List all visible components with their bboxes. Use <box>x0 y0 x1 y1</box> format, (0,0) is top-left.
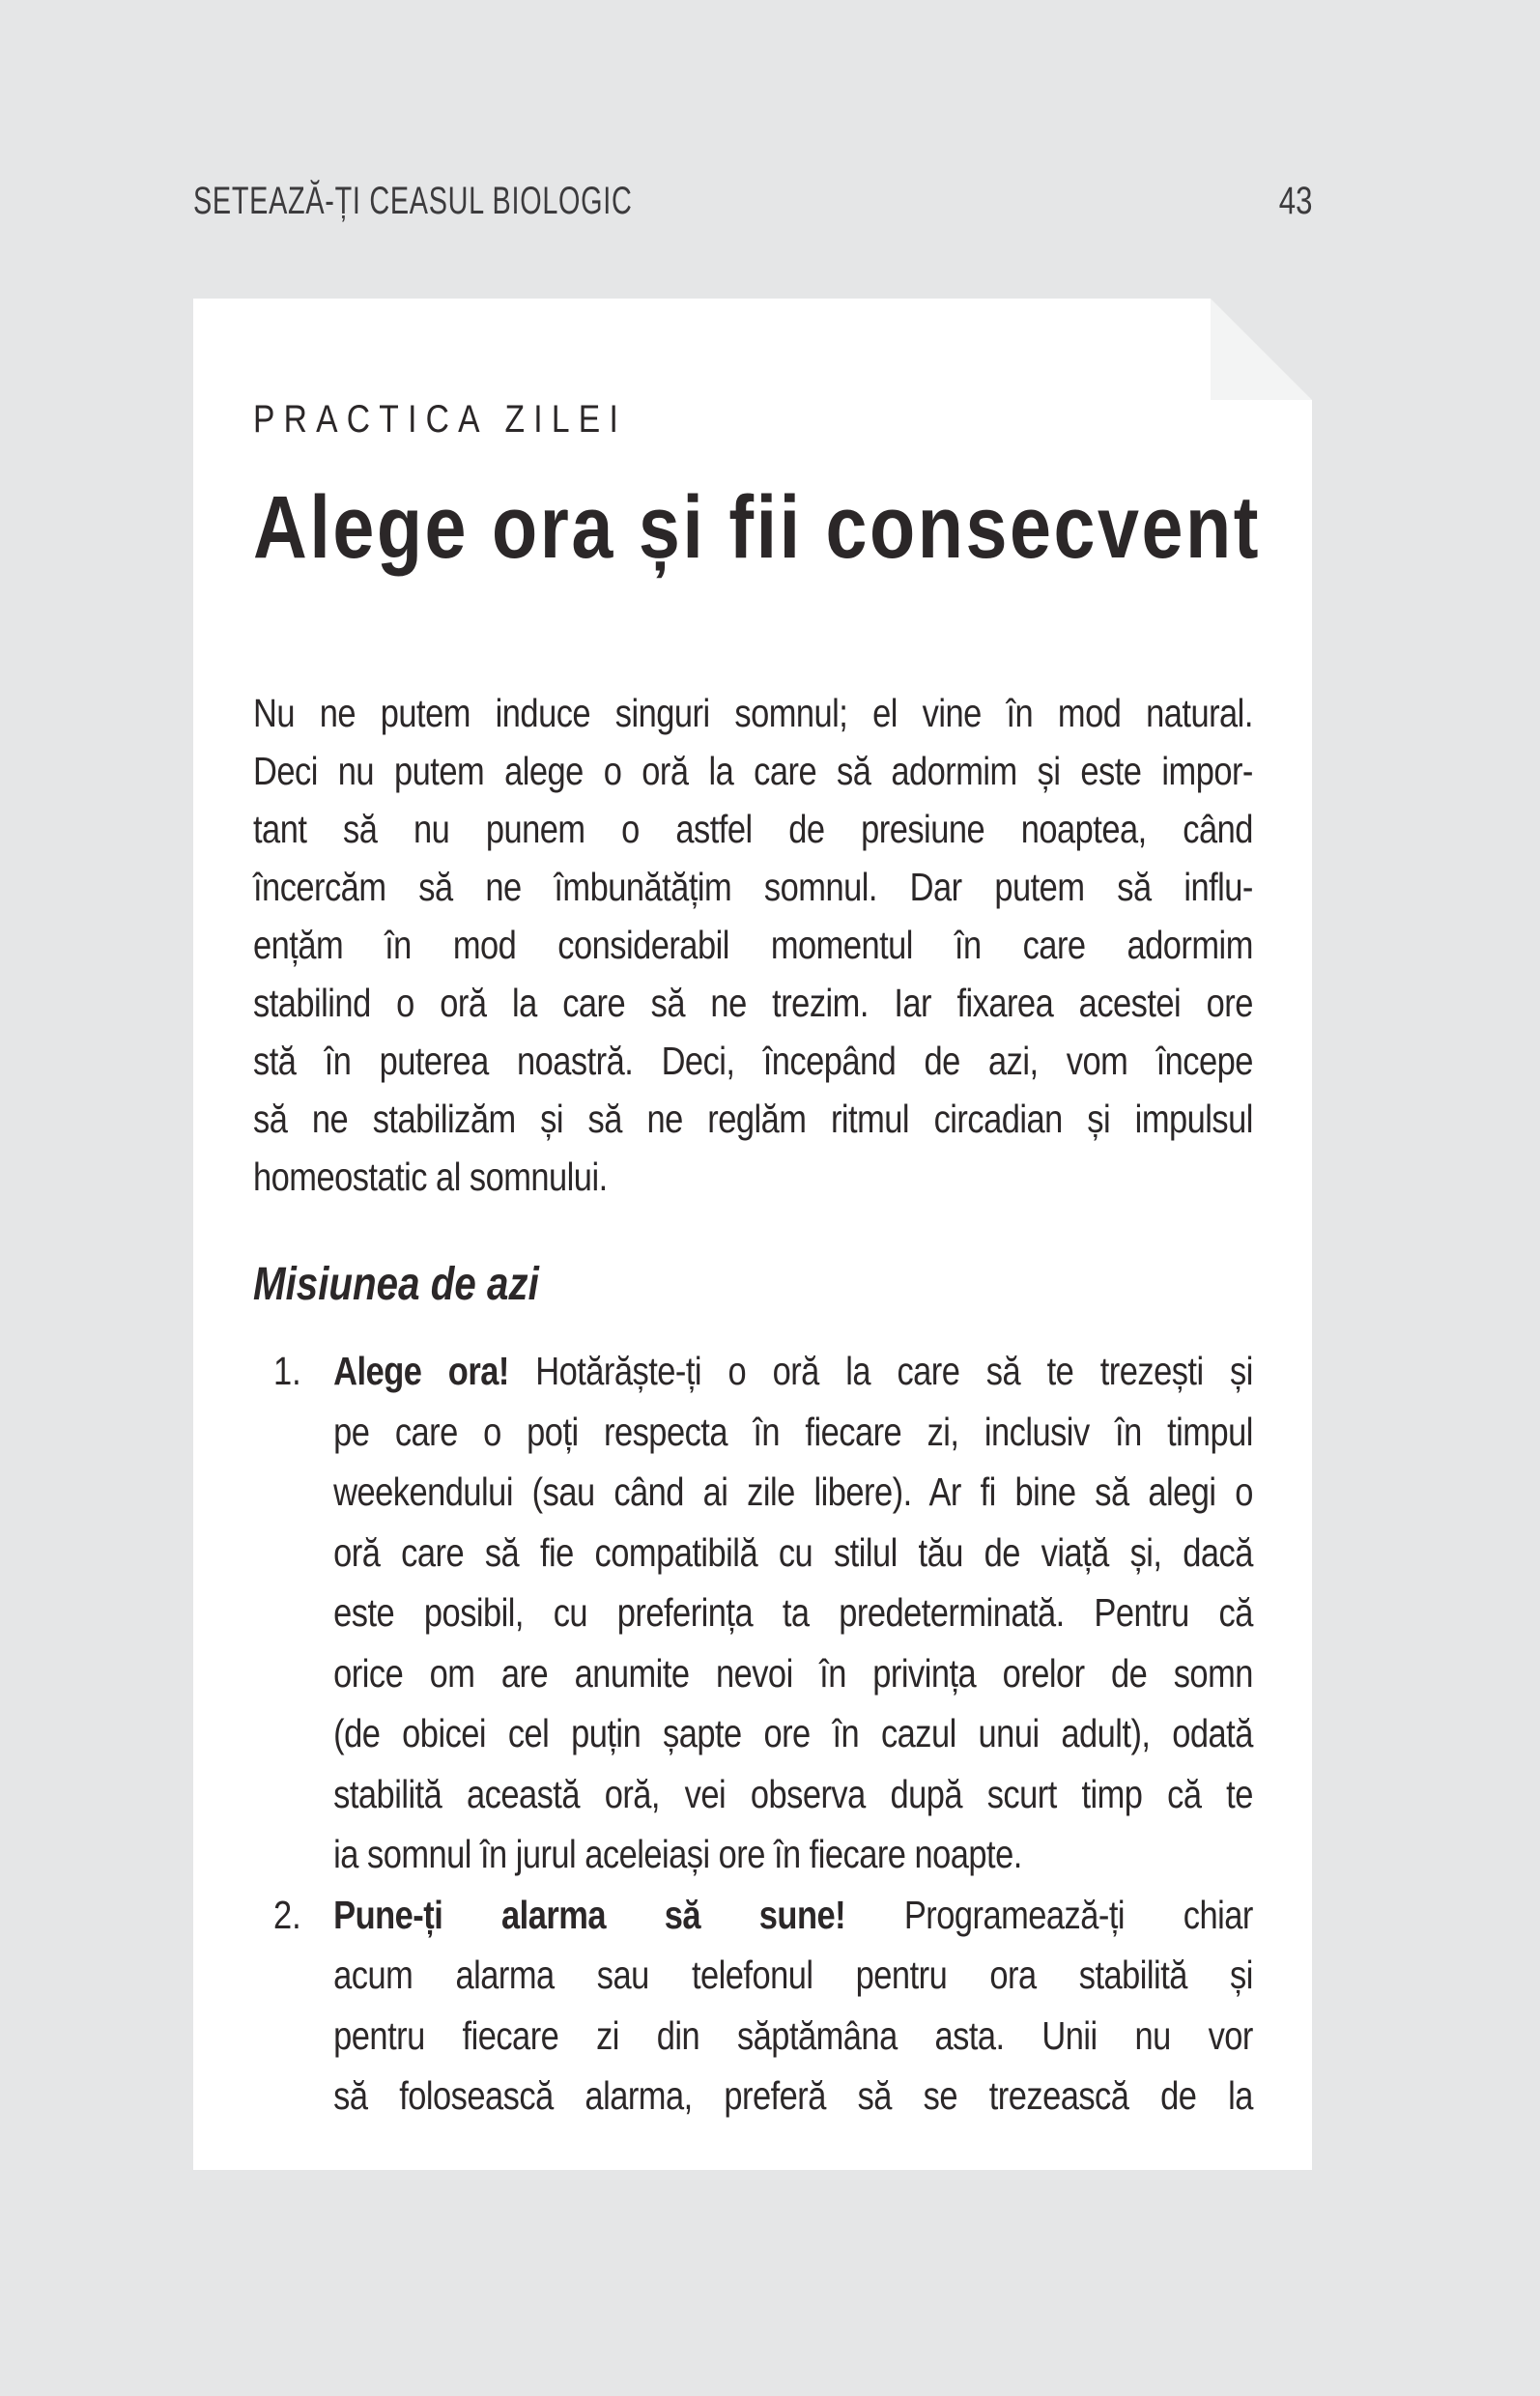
text-line: homeostatic al somnului. <box>253 1155 608 1199</box>
mission-list <box>253 1341 1253 2126</box>
text-line: tant să nu punem o astfel de presiune noaptea, când <box>253 807 1253 851</box>
text-line: să folosească alarma, preferă să se trezească de la <box>333 2073 1253 2118</box>
running-header <box>193 180 1312 223</box>
text-line: ențăm în mod considerabil momentul în care adormim <box>253 923 1253 967</box>
list-item-number: 1. <box>273 1349 301 1393</box>
text-line: acum alarma sau telefonul pentru ora stabilită și <box>333 1953 1253 1997</box>
text-line: stă în puterea noastră. Deci, începând de azi, vom începe <box>253 1039 1253 1083</box>
text-line: Pune-ți alarma să sune! Programează-ți chiar <box>333 1892 1253 1937</box>
text-line: oră care să fie compatibilă cu stilul tău de viață și, dacă <box>333 1529 1253 1575</box>
running-header-title: SETEAZĂ-ȚI CEASUL BIOLOGIC <box>193 180 633 222</box>
page-number: 43 <box>1278 180 1312 222</box>
text-line: weekendului (sau când ai zile libere). Ar fi bine să alegi o <box>333 1469 1253 1514</box>
text-line: Deci nu putem alege o oră la care să adormim și este impor- <box>253 749 1253 793</box>
text-line: încercăm să ne îmbunătățim somnul. Dar putem să influ- <box>253 865 1253 909</box>
text-line: Nu ne putem induce singuri somnul; el vine în mod natural. <box>253 691 1253 735</box>
text-line: pentru fiecare zi din săptămâna asta. Unii nu vor <box>333 2012 1253 2058</box>
card-content <box>253 299 1261 2126</box>
text-line: este posibil, cu preferința ta predeterminată. Pentru că <box>333 1590 1253 1635</box>
text-line: orice om are anumite nevoi în privința orelor de somn <box>333 1650 1253 1696</box>
list-item-number: 2. <box>273 1892 301 1937</box>
text-line: Alege ora! Hotărăște-ți o oră la care să te trezești și <box>333 1349 1253 1393</box>
list-item <box>253 1341 1253 1885</box>
text-line: să ne stabilizăm și să ne reglăm ritmul circadian și impulsul <box>253 1097 1253 1141</box>
intro-paragraph <box>253 684 1253 1206</box>
list-item <box>253 1885 1253 2126</box>
text-line: stabilită această oră, vei observa după scurt timp că te <box>333 1771 1253 1816</box>
card-title: Alege ora și fii consecvent <box>253 478 1261 577</box>
text-line: ia somnul în jurul aceleiași ore în fiecare noapte. <box>333 1832 1022 1876</box>
text-line: stabilind o oră la care să ne trezim. Iar fixarea acestei ore <box>253 981 1253 1025</box>
list-item-lead: Pune-ți alarma să sune! <box>333 1892 846 1937</box>
list-item-lead: Alege ora! <box>333 1349 509 1393</box>
kicker-label: PRACTICA ZILEI <box>253 398 628 441</box>
section-heading: Misiunea de azi <box>253 1259 539 1310</box>
text-line: (de obicei cel puțin șapte ore în cazul unui adult), odată <box>333 1711 1253 1755</box>
practice-card <box>193 299 1312 2170</box>
text-line: pe care o poți respecta în fiecare zi, inclusiv în timpul <box>333 1409 1253 1454</box>
